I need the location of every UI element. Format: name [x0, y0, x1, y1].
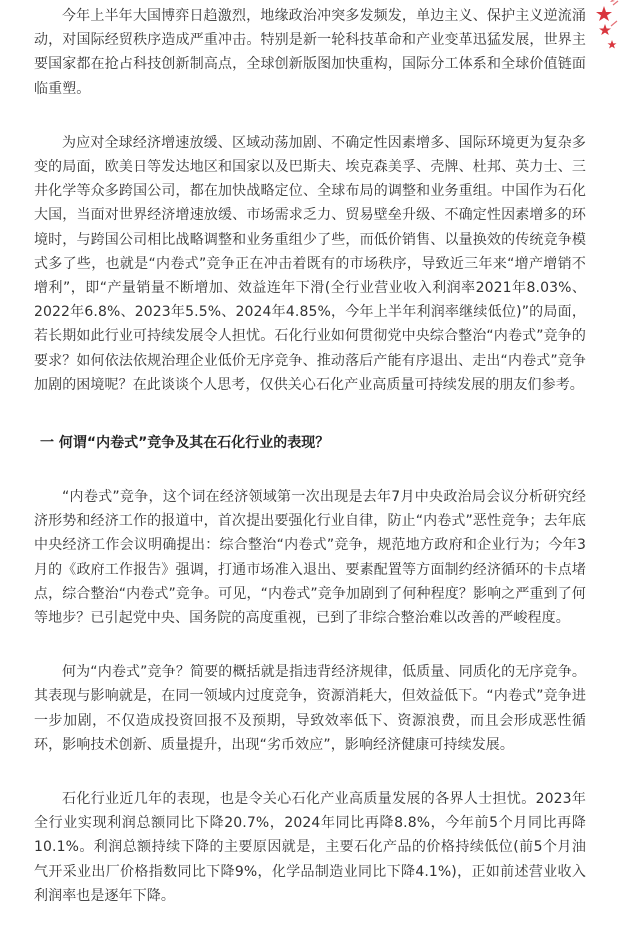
article-paragraph: 为应对全球经济增速放缓、区域动荡加剧、不确定性因素增多、国际环境更为复杂多变的局面，欧美日等发达地区和国家以及巴斯夫、埃克森美孚、壳牌、杜邦、英力士、三井化学等众多跨国公司，都在加快战略定位、全球布局的调整和业务重组。中国作为石化大国，当面对世界经济增速放缓、市场需求乏力、贸易壁垒升级、不确定性因素增多的环境时，与跨国公司相比战略调整和业务重组少了些，而低价销售、以量换效的传统竞争模式多了些，也就是“内卷式”竞争正在冲击着既有的市场秩序，导致近三年来“增产增销不增利”，即“产量销量不断增加、效益连年下滑(全行业营业收入利润率2021年8.03%、2022年6.8%、2023年5.5%、2024年4.85%，今年上半年利润率继续低位)”的局面，若长期如此行业可持续发展令人担忧。石化行业如何贯彻党中央综合整治“内卷式”竞争的要求？如何依法依规治理企业低价无序竞争、推动落后产能有序退出、走出“内卷式”竞争加剧的困境呢？在此谈谈个人思考，仅供关心石化产业高质量可持续发展的朋友们参考。 [34, 134, 586, 393]
article-paragraph: 何为“内卷式”竞争？简要的概括就是指违背经济规律，低质量、同质化的无序竞争。其表现与影响就是，在同一领域内过度竞争，资源消耗大，但效益低下。“内卷式”竞争进一步加剧，不仅造成投资回报不及预期，导致效率低下、资源浪费，而且会形成恶性循环，影响技术创新、质量提升，出现“劣币效应”，影响经济健康可持续发展。 [34, 664, 586, 753]
article-body [34, 4, 586, 938]
red-stars-icon [593, 0, 619, 60]
section-heading: 一 何谓“内卷式”竞争及其在石化行业的表现？ [40, 435, 330, 452]
article-paragraph: 今年上半年大国博弈日趋激烈，地缘政治冲突多发频发，单边主义、保护主义逆流涌动，对国际经贸秩序造成严重冲击。特别是新一轮科技革命和产业变革迅猛发展，世界主要国家都在抢占科技创新制高点，全球创新版图加快重构，国际分工体系和全球价值链面临重塑。 [34, 8, 586, 97]
article-paragraph: 石化行业近几年的表现，也是令关心石化产业高质量发展的各界人士担忧。2023年全行业实现利润总额同比下降20.7%，2024年同比再降8.8%，今年前5个月同比再降10.1%。利润总额持续下降的主要原因就是，主要石化产品的价格持续低位(前5个月油气开采业出厂价格指数同比下降9%，化学品制造业同比下降4.1%)，正如前述营业收入利润率也是逐年下降。 [34, 791, 586, 904]
article-paragraph: “内卷式”竞争，这个词在经济领域第一次出现是去年7月中央政治局会议分析研究经济形势和经济工作的报道中，首次提出要强化行业自律，防止“内卷式”恶性竞争；去年底中央经济工作会议明确提出：综合整治“内卷式”竞争，规范地方政府和企业行为；今年3月的《政府工作报告》强调，打通市场准入退出、要素配置等方面制约经济循环的卡点堵点，综合整治“内卷式”竞争。可见，“内卷式”竞争加剧到了何种程度？影响之严重到了何等地步？已引起党中央、国务院的高度重视，已到了非综合整治难以改善的严峻程度。 [34, 489, 586, 627]
